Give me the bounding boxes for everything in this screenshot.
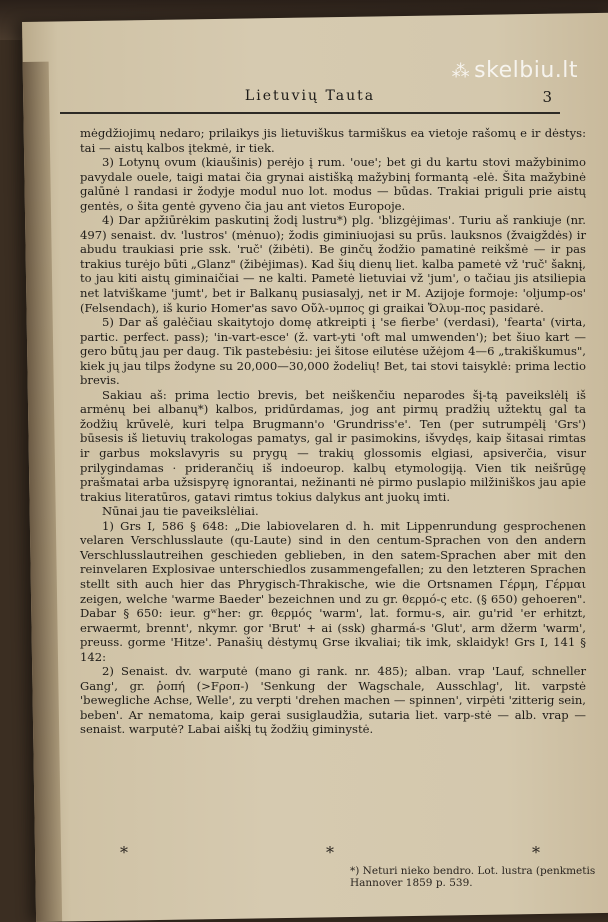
star-mark: * xyxy=(326,843,334,862)
paragraph: 5) Dar aš galėčiau skaitytojo domę atkreipti į 'se fierbe' (verdasi), 'fearta' (virta, partic. perfect. pass); 'in-vart-esce' (ž. vart-yti 'oft mal umwenden'); bet šiuo kart — gero būtų jau per daug. Tik pastebėsiu: jei šitose eilutėse užėjom 4—6 „trakiškumus", kiek jų jau tilps žodyne su 20,000—30,000 žodelių! Bet, tai stovi taisyklė: prima lectio brevis. xyxy=(80,315,586,388)
running-title: Lietuvių Tauta xyxy=(244,88,376,104)
section-divider-stars xyxy=(120,843,540,862)
footnote-line: *) Neturi nieko bendro. Lot. lustra (penkmetis xyxy=(350,865,596,877)
paragraph: 2) Senaist. dv. warputė (mano gi rank. nr. 485); alban. vrap 'Lauf, schneller Gang', gr. ῥοπή (>Fροπ-) 'Senkung der Wagschale, Ausschlag', lit. varpstė 'bewegliche Achse, Welle', zu verpti 'drehen machen — spinnen', virpėti 'zitterig sein, beben'. Ar nematoma, kaip gerai susiglaudžia, sutaria liet. varp-stė — alb. vrap — senaist. warputė? Labai aiškį tų žodžių giminystė. xyxy=(80,664,586,737)
footnote-line: Hannover 1859 p. 539. xyxy=(350,877,473,889)
paragraph: 4) Dar apžiūrėkim paskutinį žodį lustru*) plg. 'blizgėjimas'. Turiu aš rankiuje (nr. 497) senaist. dv. 'lustros' (mėnuo); žodis giminiuojasi su prūs. lauksnos (žvaigždės) ir abudu traukiasi prie ssk. 'ruč' (žibėti). Be ginčų žodžio pamatinė reikšmė — ir pas trakius turėjo būti „Glanz" (žibėjimas). Kad šių dienų liet. kalba pametė vž 'ruč' šaknį, to jau kiti aistų giminaičiai — ne kalti. Pametė lietuviai vž 'jum', o tačiau jis atsiliepia net latviškame 'jumt', bet ir Balkanų pusiasalyj, net ir M. Azijoje formoje: 'oljump-os' (Felsendach), iš kurio Homer'as savo Οὔλ-υμπος gi graikai Ὄλυμ-πος pasidarė. xyxy=(80,213,586,315)
paragraph: mėgdžiojimų nedaro; prilaikys jis lietuviškus tarmiškus ea vietoje rašomų e ir dėstys: tai — aistų kalbos įtekmė, ir tiek. xyxy=(80,126,586,155)
paragraph: Nūnai jau tie paveikslėliai. xyxy=(102,504,259,519)
paragraph: 1) Grs I, 586 § 648: „Die labiovelaren d. h. mit Lippenrundung gesprochenen velaren Verschlusslaute (qu-Laute) sind in den centum-Sprachen von den andern Verschlusslautreihen geschieden geblieben, in den satem-Sprachen aber mit den reinvelaren Explosivae unterschiedlos zusammengefallen; zu den letzteren Sprachen stellt sith auch hier das Phrygisch-Thrakische, wie die Ortsnamen Γέρμη, Γέρμαι zeigen, welche 'warme Baeder' bezeichnen und zu gr. θερμό-ς etc. (§ 650) gehoeren". Dabar § 650: ieur. gʷher: gr. θερμός 'warm', lat. formu-s, air. gu'rid 'er erhitzt, erwaermt, brennt', nkymr. gor 'Brut' + ai (ssk) gharmá-s 'Glut', arm džerm 'warm', preuss. gorme 'Hitze'. Panašių dėstymų Grse ikvaliai; tik imk, sklaidyk! Grs I, 141 § 142: xyxy=(80,518,586,664)
page-number: 3 xyxy=(542,88,552,106)
page-edge xyxy=(23,62,63,922)
watermark-logo-icon: ⁂ xyxy=(451,61,471,82)
watermark xyxy=(452,58,578,83)
star-mark: * xyxy=(120,843,128,862)
footnote xyxy=(350,865,608,889)
paragraph: Sakiau aš: prima lectio brevis, bet neiškenčiu neparodes šį-tą paveikslėlį iš armėnų bei albanų*) kalbos, pridūrdamas, jog ant pirmų pradžių užtektų gal ta žodžių krūvelė, kuri telpa Brugmann'o 'Grundriss'e'. Ten (per sutrumpėlį 'Grs') būsesis iš lietuvių trakologas pamatys, gal ir pasimokins, išvydęs, kaip šitasai rimtas ir garbus mokslavyris su prygų — trakių glossomis elgiasi, apsiverčia, visur prilygindamas · priderančių iš indoeurop. kalbų etymologiją. Vien tik neišrūgę prašmatai arba užsispyrę ignorantai, nežinanti nė pirmo puslapio milžiniškos jau apie trakius literatūros, gatavi rimtus tokius dalykus ant juokų imti. xyxy=(80,387,586,504)
star-mark: * xyxy=(532,843,540,862)
body-text xyxy=(80,126,586,737)
watermark-text: skelbiu.lt xyxy=(474,58,578,83)
page-header xyxy=(60,88,560,114)
paragraph: 3) Lotynų ovum (kiaušinis) perėjo į rum. 'oue'; bet gi du kartu stovi mažybinimo pavydale ouele, taigi matai čia grynai aistišką mažybinį formantą -elė. Šita mažybinė galūnė l randasi ir žodyje modul nuo lot. modus — būdas. Trakiai priguli prie aistų gentės, o šita gentė gyveno čia jau ant vietos Europoje. xyxy=(80,155,586,213)
